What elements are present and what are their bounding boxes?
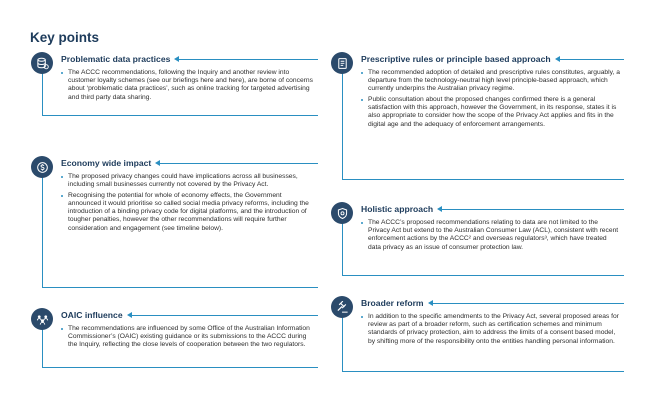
- gavel-icon: [331, 296, 353, 318]
- people-network-icon: [31, 308, 53, 330]
- card-oaic-influence: [42, 312, 318, 368]
- bullet-item: The recommendations are influenced by some Office of the Australian Information Commissioner’s (OAIC) existing guidance or its submissions to the ACCC during the Inquiry, reflecting the close levels of cooperation between the two regulators.: [61, 325, 314, 350]
- document-list-icon: [331, 52, 353, 74]
- page-title: Key points: [30, 30, 100, 45]
- bullet-item: The proposed privacy changes could have implications across all businesses, including small businesses currently not covered by the Privacy Act.: [61, 173, 314, 189]
- arrow-left-icon: [127, 311, 318, 319]
- bullet-item: In addition to the specific amendments to the Privacy Act, several proposed areas for review as part of a broader reform, such as certification schemes and minimum standards of privacy protection, aim to address the limits of a consent based model, by shifting more of the responsibility onto the entities handling personal information.: [361, 313, 620, 346]
- card-title: OAIC influence: [61, 310, 123, 320]
- bullet-item: Recognising the potential for whole of economy effects, the Government announced it would prioritise so called social media privacy reforms, including the introduction of a binding privacy code for digital platforms, and the introduction of tougher penalties, however the other recommendations will require further consideration and engagement (see timeline below).: [61, 192, 314, 233]
- bullet-item: Public consultation about the proposed changes confirmed there is a general satisfaction with this approach, however the Government, in its response, states it is also appropriate to consider how the scope of the Privacy Act applies and fits in the digital age and the adequacy of enforcement arrangements.: [361, 96, 620, 129]
- arrow-left-icon: [155, 159, 318, 167]
- bullet-item: The ACCC recommendations, following the Inquiry and another review into customer loyalty schemes (see our briefings here and here), are borne of concerns about ‘problematic data practices’, such as online tracking for targeted advertising and third party data sharing.: [61, 69, 314, 102]
- card-title: Holistic approach: [361, 204, 434, 214]
- card-title: Prescriptive rules or principle based approach: [361, 54, 551, 64]
- arrow-left-icon: [555, 55, 624, 63]
- card-holistic-approach: [342, 206, 624, 276]
- arrow-left-icon: [174, 55, 318, 63]
- card-title: Problematic data practices: [61, 54, 171, 64]
- bullet-item: The recommended adoption of detailed and prescriptive rules constitutes, arguably, a departure from the technology-neutral high level principle-based approach, which currently underpins the Australian privacy regime.: [361, 69, 620, 94]
- card-problematic-data-practices: [42, 56, 318, 116]
- card-broader-reform: [342, 300, 624, 372]
- bullet-item: The ACCC’s proposed recommendations relating to data are not limited to the Privacy Act but extend to the Australian Consumer Law (ACL), consistent with recent enforcement actions by the ACCC² and overseas regulators³, which have treated data privacy as an issue of consumer protection law.: [361, 219, 620, 252]
- globe-dollar-icon: [31, 156, 53, 178]
- card-title: Economy wide impact: [61, 158, 152, 168]
- shield-gear-icon: [331, 202, 353, 224]
- card-prescriptive-rules: [342, 56, 624, 180]
- card-economy-wide-impact: [42, 160, 318, 288]
- arrow-left-icon: [437, 205, 624, 213]
- database-icon: [31, 52, 53, 74]
- card-title: Broader reform: [361, 298, 424, 308]
- arrow-left-icon: [428, 299, 624, 307]
